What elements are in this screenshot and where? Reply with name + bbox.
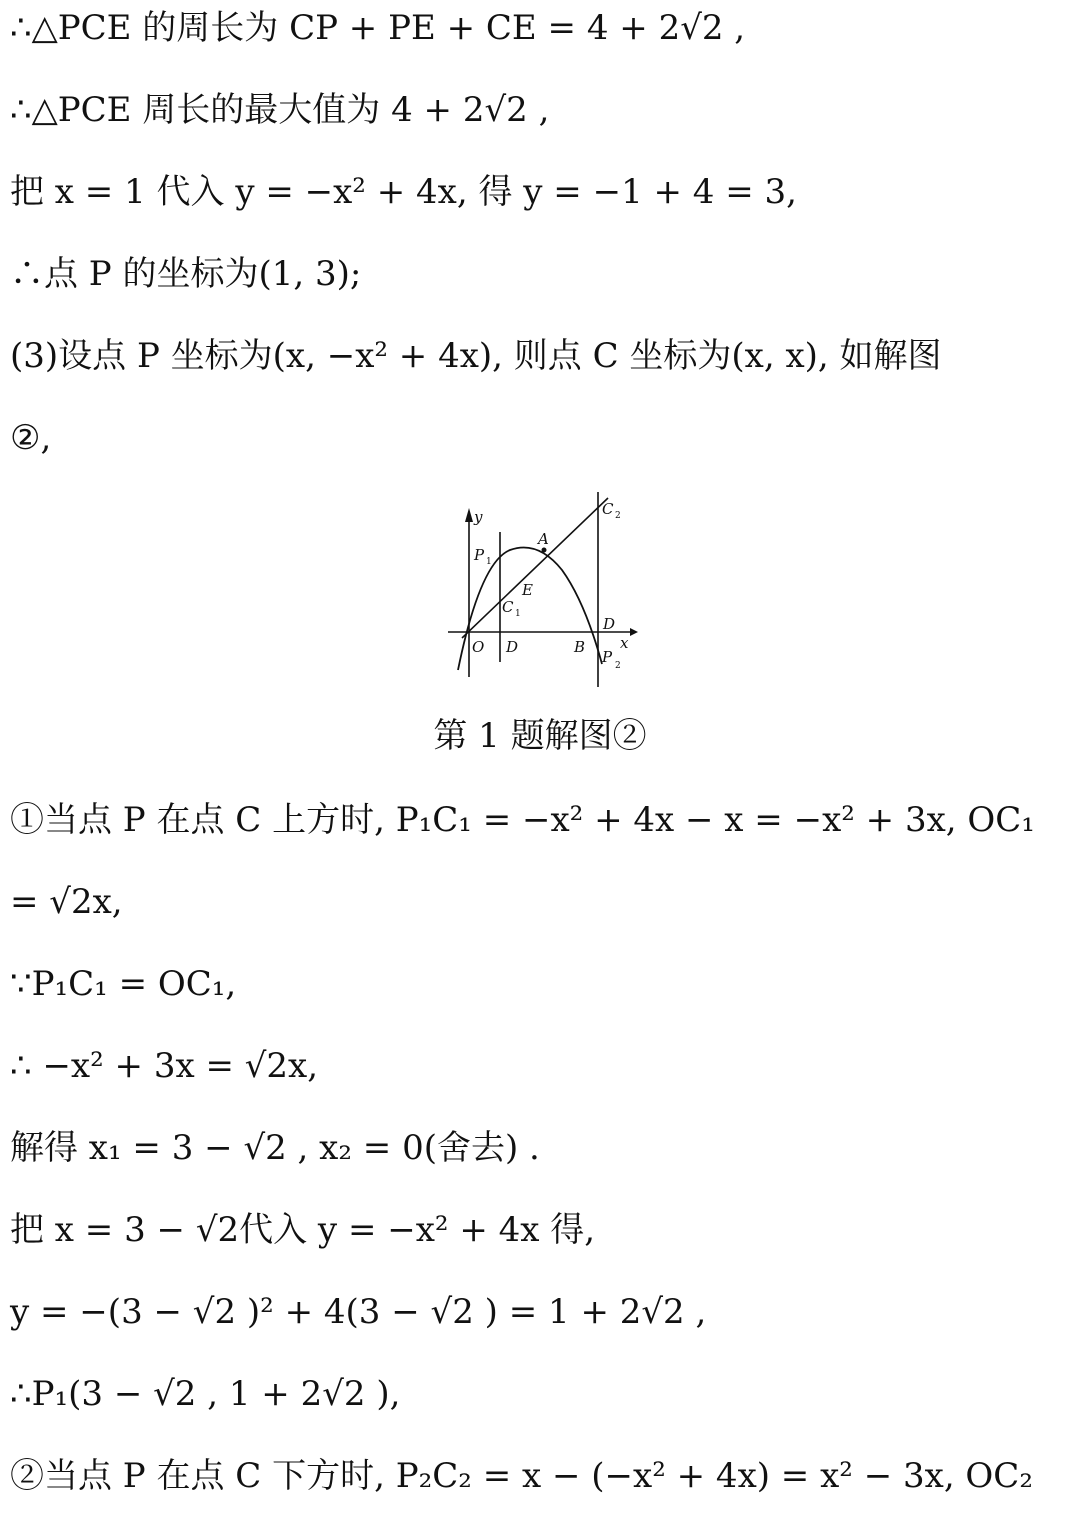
y-axis-arrow	[465, 508, 473, 522]
text-line-15: ②当点 P 在点 C 下方时, P₂C₂ = x − (−x² + 4x) = x² − 3x, OC₂	[10, 1456, 1033, 1496]
text-line-11: 解得 x₁ = 3 − √2 , x₂ = 0(舍去) .	[10, 1128, 540, 1168]
text-line-13: y = −(3 − √2 )² + 4(3 − √2 ) = 1 + 2√2 ,	[10, 1292, 707, 1332]
label-y: y	[474, 508, 483, 526]
figure-caption: 第 1 题解图②	[433, 716, 647, 756]
label-o: O	[472, 638, 485, 656]
text-line-6: ②,	[10, 418, 52, 458]
label-p1-sub: 1	[486, 557, 492, 567]
label-d1: D	[506, 638, 519, 656]
label-x: x	[620, 634, 629, 652]
text-line-9: ∵P₁C₁ = OC₁,	[10, 964, 237, 1004]
label-e: E	[522, 581, 533, 599]
text-line-5: (3)设点 P 坐标为(x, −x² + 4x), 则点 C 坐标为(x, x), 如解图	[10, 336, 942, 376]
text-line-12: 把 x = 3 − √2代入 y = −x² + 4x 得,	[10, 1210, 596, 1250]
text-line-10: ∴ −x² + 3x = √2x,	[10, 1046, 319, 1086]
label-b: B	[574, 638, 586, 656]
label-d2: D	[603, 615, 616, 633]
label-c2: C	[602, 500, 614, 518]
x-axis-arrow	[630, 628, 638, 636]
text-line-3: 把 x = 1 代入 y = −x² + 4x, 得 y = −1 + 4 = 3,	[10, 172, 797, 212]
text-line-14: ∴P₁(3 − √2 , 1 + 2√2 ),	[10, 1374, 401, 1414]
text-line-8: = √2x,	[10, 882, 123, 922]
label-c1-sub: 1	[515, 609, 521, 619]
text-line-2: ∴△PCE 周长的最大值为 4 + 2√2 ,	[10, 90, 550, 130]
label-p2: P	[602, 648, 613, 666]
text-line-1: ∴△PCE 的周长为 CP + PE + CE = 4 + 2√2 ,	[10, 8, 746, 48]
text-line-4: ∴点 P 的坐标为(1, 3);	[10, 254, 362, 294]
label-p1: P	[474, 546, 485, 564]
text-line-7: ①当点 P 在点 C 上方时, P₁C₁ = −x² + 4x − x = −x² + 3x, OC₁	[10, 800, 1035, 840]
figure-svg	[440, 492, 640, 687]
parabola-figure	[440, 492, 640, 687]
label-a: A	[538, 530, 549, 548]
label-c1: C	[502, 598, 514, 616]
label-c2-sub: 2	[615, 511, 621, 521]
point-a	[542, 548, 547, 553]
label-p2-sub: 2	[615, 661, 621, 671]
